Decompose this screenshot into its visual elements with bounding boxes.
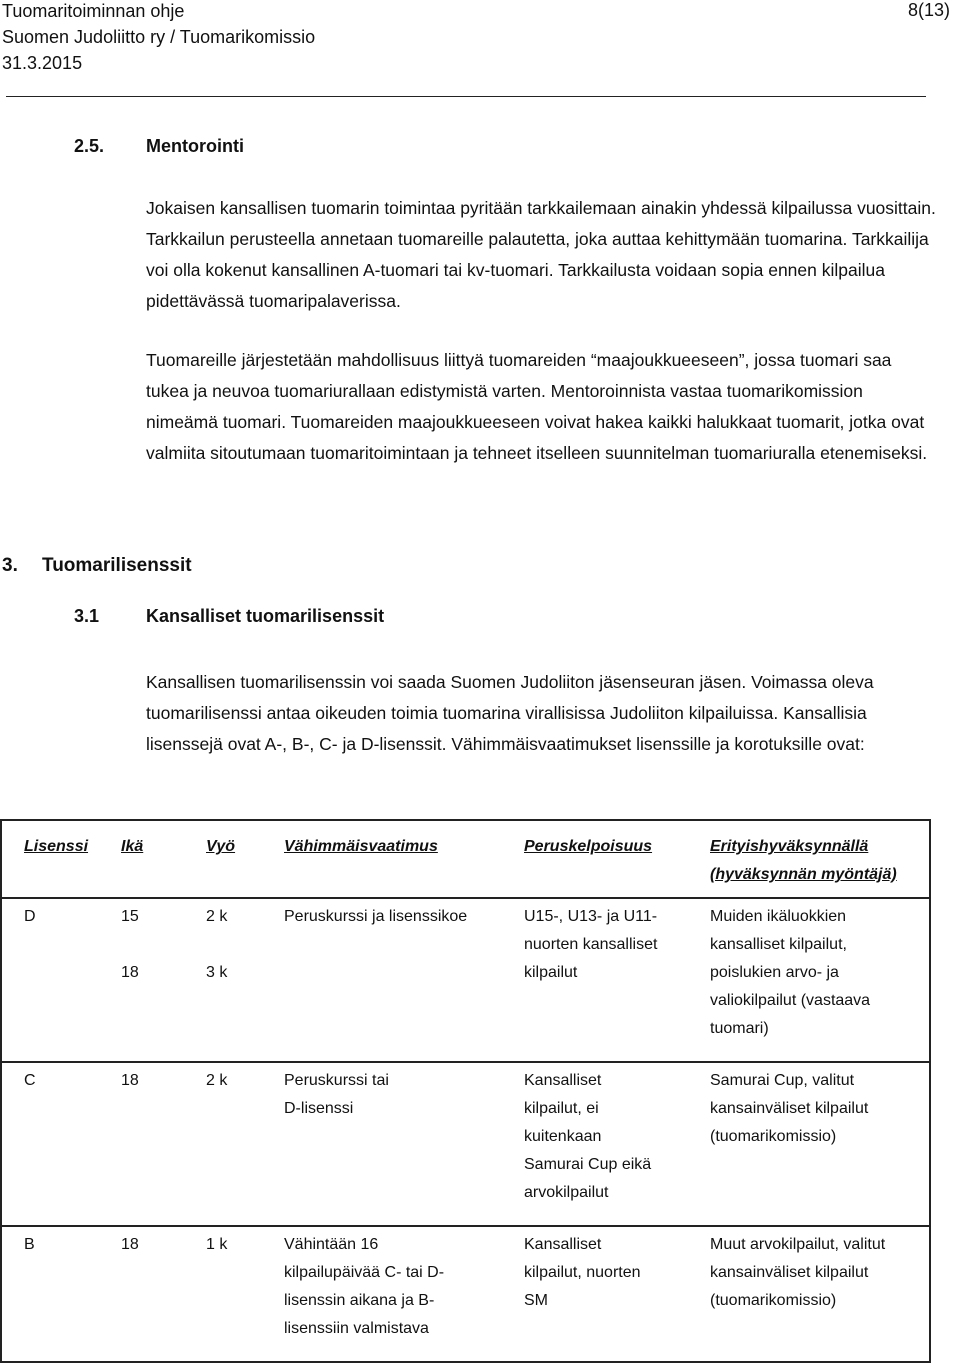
header-basic-eligibility: Peruskelpoisuus [524, 820, 710, 898]
section-heading-3-1 [74, 606, 384, 627]
table-header-row [1, 820, 930, 898]
cell-basic-eligibility-line: kuitenkaan [524, 1128, 602, 1145]
section-number: 3. [2, 555, 18, 576]
table-row [1, 898, 930, 1062]
cell-age [121, 1226, 206, 1362]
cell-belt-line: 1 k [206, 1236, 228, 1253]
header-rule [6, 96, 926, 97]
cell-license [1, 1226, 121, 1362]
cell-basic-eligibility-line: SM [524, 1292, 548, 1309]
section-title: Mentorointi [146, 136, 244, 156]
cell-age [121, 1062, 206, 1226]
section-number: 2.5. [74, 136, 105, 156]
cell-special-approval [710, 898, 930, 1062]
cell-min-requirement [284, 1226, 524, 1362]
organization: Suomen Judoliitto ry / Tuomarikomissio [2, 27, 316, 47]
paragraph-licenses: Kansallisen tuomarilisenssin voi saada Suomen Judoliiton jäsenseuran jäsen. Voimassa oleva tuomarilisenssi antaa oikeuden toimia tuomarina virallisissa Judoliiton kilpailuissa. Kansallisia lisenssejä ovat A-, B-, C- ja D-lisenssit. Vähimmäisvaatimukset lisenssille ja korotuksille ovat: [146, 672, 874, 754]
cell-license [1, 1062, 121, 1226]
header-special-line-1: Erityishyväksynnällä [710, 838, 869, 855]
cell-basic-eligibility-line: kilpailut, nuorten [524, 1264, 641, 1281]
cell-min-requirement-line: Peruskurssi ja lisenssikoe [284, 908, 468, 925]
cell-belt [206, 1062, 284, 1226]
table-row [1, 1062, 930, 1226]
cell-basic-eligibility-line: kilpailut [524, 964, 578, 981]
header-min-requirement: Vähimmäisvaatimus [284, 820, 524, 898]
cell-basic-eligibility-line: nuorten kansalliset [524, 936, 658, 953]
cell-belt-line: 2 k [206, 908, 228, 925]
cell-special-approval-line: valiokilpailut (vastaava [710, 992, 871, 1009]
license-requirements-table [0, 819, 931, 1363]
cell-license [1, 898, 121, 1062]
cell-special-approval-line: (tuomarikomissio) [710, 1128, 837, 1145]
cell-min-requirement-line: Vähintään 16 [284, 1236, 379, 1253]
paragraph-mentoring-2: Tuomareille järjestetään mahdollisuus liittyä tuomareiden “maajoukkueeseen”, jossa tuomari saa tukea ja neuvoa tuomariurallaan edistymistä varten. Mentoroinnista vastaa tuomarikomission nimeämä tuomari. Tuomareiden maajoukkueeseen voivat hakea kaikki halukkaat tuomarit, jotka ovat valmiita sitoutumaan tuomaritoimintaan ja tehneet itselleen suunnitelman tuomariuralla etenemiseksi. [146, 350, 928, 463]
cell-special-approval-line: kansainväliset kilpailut [710, 1264, 869, 1281]
cell-special-approval [710, 1226, 930, 1362]
cell-gap [121, 931, 206, 959]
cell-license-line: D [24, 908, 36, 925]
cell-belt [206, 1226, 284, 1362]
section-title: Tuomarilisenssit [42, 555, 192, 576]
cell-min-requirement-line: lisenssiin valmistava [284, 1320, 429, 1337]
cell-basic-eligibility-line: kilpailut, ei [524, 1100, 599, 1117]
cell-belt [206, 898, 284, 1062]
cell-special-approval-line: Muut arvokilpailut, valitut [710, 1236, 886, 1253]
header-license: Lisenssi [1, 820, 121, 898]
table-row [1, 1226, 930, 1362]
cell-age-line: 18 [121, 964, 139, 981]
paragraph-mentoring-1: Jokaisen kansallisen tuomarin toimintaa pyritään tarkkailemaan ainakin yhdessä kilpailussa vuosittain. Tarkkailun perusteella annetaan tuomareille palautetta, joka auttaa kehittymään tuomarina. Tarkkailija voi olla kokenut kansallinen A-tuomari tai kv-tuomari. Tarkkailusta voidaan sopia ennen kilpailua pidettävässä tuomaripalaverissa. [146, 198, 936, 311]
cell-min-requirement-line: kilpailupäivää C- tai D- [284, 1264, 445, 1281]
document-date: 31.3.2015 [2, 53, 83, 73]
cell-gap [206, 931, 284, 959]
cell-min-requirement [284, 898, 524, 1062]
header-special-line-2: (hyväksynnän myöntäjä) [710, 866, 897, 883]
section-number: 3.1 [74, 606, 100, 626]
section-heading-2-5 [74, 136, 244, 157]
cell-basic-eligibility-line: Samurai Cup eikä [524, 1156, 652, 1173]
header-belt: Vyö [206, 820, 284, 898]
cell-license-line: B [24, 1236, 35, 1253]
cell-basic-eligibility-line: Kansalliset [524, 1236, 602, 1253]
page-number: 8(13) [907, 0, 950, 20]
cell-basic-eligibility [524, 1062, 710, 1226]
cell-age-line: 18 [121, 1236, 139, 1253]
cell-age-line: 18 [121, 1072, 139, 1089]
cell-min-requirement-line: D-lisenssi [284, 1100, 354, 1117]
cell-age-line: 15 [121, 908, 139, 925]
document-title: Tuomaritoiminnan ohje [2, 1, 185, 21]
cell-license-line: C [24, 1072, 36, 1089]
header-special-approval [710, 820, 930, 898]
cell-min-requirement-line: lisenssin aikana ja B- [284, 1292, 435, 1309]
cell-basic-eligibility-line: U15-, U13- ja U11- [524, 908, 658, 925]
cell-age [121, 898, 206, 1062]
cell-special-approval [710, 1062, 930, 1226]
cell-min-requirement-line: Peruskurssi tai [284, 1072, 389, 1089]
cell-basic-eligibility-line: Kansalliset [524, 1072, 602, 1089]
cell-special-approval-line: poislukien arvo- ja [710, 964, 839, 981]
cell-special-approval-line: Muiden ikäluokkien [710, 908, 847, 925]
section-title: Kansalliset tuomarilisenssit [146, 606, 385, 626]
cell-basic-eligibility-line: arvokilpailut [524, 1184, 609, 1201]
cell-basic-eligibility [524, 898, 710, 1062]
section-heading-3 [2, 555, 192, 577]
cell-belt-line: 2 k [206, 1072, 228, 1089]
cell-special-approval-line: tuomari) [710, 1020, 769, 1037]
header-age: Ikä [121, 820, 206, 898]
cell-special-approval-line: (tuomarikomissio) [710, 1292, 837, 1309]
cell-special-approval-line: kansalliset kilpailut, [710, 936, 847, 953]
cell-belt-line: 3 k [206, 964, 228, 981]
cell-special-approval-line: kansainväliset kilpailut [710, 1100, 869, 1117]
cell-special-approval-line: Samurai Cup, valitut [710, 1072, 855, 1089]
table-body [1, 898, 930, 1362]
cell-min-requirement [284, 1062, 524, 1226]
cell-basic-eligibility [524, 1226, 710, 1362]
